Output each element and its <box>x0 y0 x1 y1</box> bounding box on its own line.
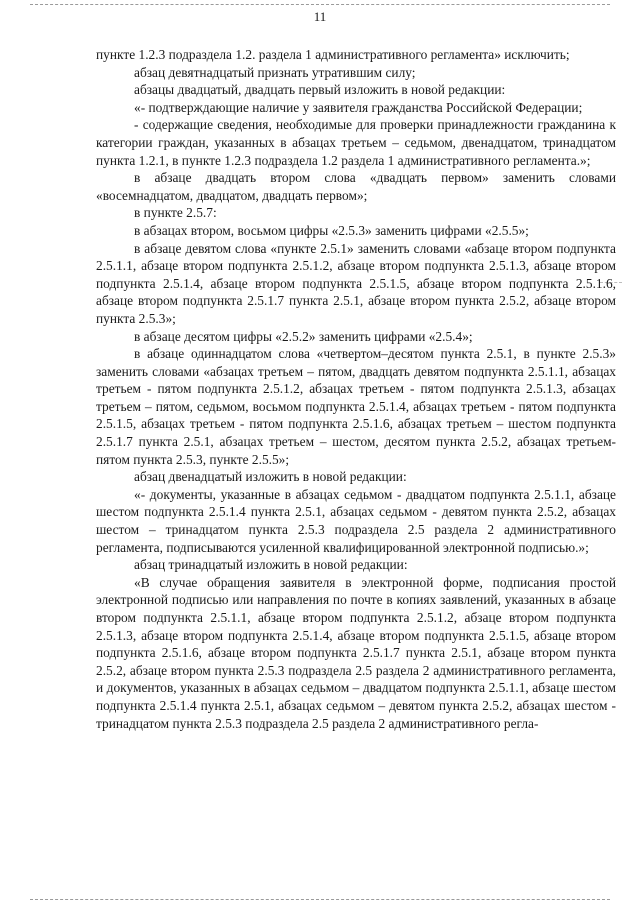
paragraph-12: абзац двенадцатый изложить в новой редакции: <box>134 469 407 485</box>
paragraph-14: абзац тринадцатый изложить в новой редакции: <box>134 557 408 573</box>
scan-bottom-border <box>30 899 610 900</box>
paragraph-15: «В случае обращения заявителя в электронной форме, подписания простой электронной подписью или направления по почте в копиях заявлений, указанных в абзаце втором подпункта 2.5.1.1, абзаце втором подпункта 2.5.1.2, абзаце втором подпункта 2.5.1.3, абзаце втором подпункта 2.5.1.4, абзаце втором подпункта 2.5.1.5, абзаце втором подпункта 2.5.1.6, абзаце втором подпункта 2.5.1.7 пункта 2.5.1, абзаце втором пункта 2.5.2, абзаце втором пункта 2.5.3 подраздела 2.5 раздела 2 административного регламента, и документов, указанных в абзацах седьмом – двадцатом подпункта 2.5.1.1, абзаце шестом подпункта 2.5.1.4 пункта 2.5.1, абзацах седьмом – девятом пункта 2.5.2, абзацах шестом - тринадцатом пункта 2.5.3 подраздела 2.5 раздела 2 административного регла- <box>96 574 616 731</box>
paragraph-8: в абзацах втором, восьмом цифры «2.5.3» заменить цифрами «2.5.5»; <box>134 222 529 238</box>
paragraph-1: пункте 1.2.3 подраздела 1.2. раздела 1 административного регламента» исключить; <box>96 47 570 62</box>
paragraph-13: «- документы, указанные в абзацах седьмом - двадцатом подпункта 2.5.1.1, абзаце шестом подпункта 2.5.1.4 пункта 2.5.1, абзацах седьмом - девятом пункта 2.5.2, абзацах шестом – тринадцатом пункта 2.5.3 подраздела 2.5 раздела 2 административного регламента, подписываются усиленной квалифицированной электронной подписью.»; <box>96 486 616 555</box>
paragraph-4: «- подтверждающие наличие у заявителя гражданства Российской Федерации; <box>134 99 583 115</box>
paragraph-6: в абзаце двадцать втором слова «двадцать первом» заменить словами «восемнадцатом, двадцатом, двадцать первом»; <box>96 170 616 203</box>
paragraph-11: в абзаце одиннадцатом слова «четвертом–десятом пункта 2.5.1, в пункте 2.5.3» заменить словами «абзацах третьем – пятом, двадцать девятом подпункта 2.5.1.1, абзацах третьем - пятом подпункта 2.5.1.2, абзацах третьем - пятом подпункта 2.5.1.3, абзацах третьем – пятом, седьмом, восьмом подпункта 2.5.1.4, абзацах третьем - пятом подпункта 2.5.1.5, абзацах третьем - пятом подпункта 2.5.1.6, абзацах третьем – шестом подпункта 2.5.1.7 пункта 2.5.1, абзацах третьем – шестом, десятом пункта 2.5.2, абзацах третьем-пятом пункта 2.5.3, пункте 2.5.5»; <box>96 346 616 467</box>
paragraph-7: в пункте 2.5.7: <box>134 205 217 221</box>
paragraph-10: в абзаце десятом цифры «2.5.2» заменить цифрами «2.5.4»; <box>134 328 473 344</box>
paragraph-9: в абзаце девятом слова «пункте 2.5.1» заменить словами «абзаце втором подпункта 2.5.1.1, абзаце втором подпункта 2.5.1.2, абзаце втором подпункта 2.5.1.3, абзаце втором подпункта 2.5.1.4, абзаце втором подпункта 2.5.1.5, абзаце втором подпункта 2.5.1.6, абзаце втором подпункта 2.5.1.7 пункта 2.5.1, абзаце втором пункта 2.5.2, абзаце втором пункта 2.5.3»; <box>96 240 616 326</box>
paragraph-2: абзац девятнадцатый признать утратившим силу; <box>134 64 416 80</box>
paragraph-3: абзацы двадцатый, двадцать первый изложить в новой редакции: <box>134 82 506 98</box>
scan-top-border <box>30 4 610 5</box>
document-body <box>96 46 616 732</box>
page-number: 11 <box>313 9 327 24</box>
paragraph-5: - содержащие сведения, необходимые для проверки принадлежности гражданина к категории граждан, указанных в абзацах третьем – седьмом, двенадцатом, тринадцатом пункта 1.2.1, в пункте 1.2.3 подраздела 1.2 раздела 1 административного регламента.»; <box>96 117 616 168</box>
